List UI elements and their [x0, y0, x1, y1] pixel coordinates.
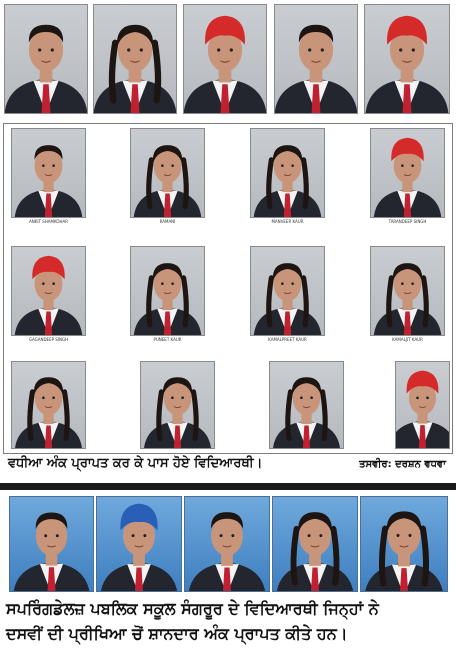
student-portrait [396, 362, 449, 448]
student-portrait [97, 497, 181, 591]
student-photo-bottom-4 [272, 496, 358, 592]
student-portrait [12, 129, 85, 217]
student-photo-bottom-2 [96, 496, 182, 592]
student-photo-top-3 [183, 4, 267, 114]
student-photo [11, 128, 86, 218]
student-tile-r2c1 [11, 246, 86, 344]
student-portrait [131, 129, 204, 217]
school-caption-line-2: ਦਸਵੀਂ ਦੀ ਪ੍ਰੀਖਿਆ ਚੋਂ ਸ਼ਾਨਦਾਰ ਅੰਕ ਪ੍ਰਾਪਤ ਕੀਤੇ ਹਨ। [6, 624, 348, 643]
student-portrait [365, 5, 449, 113]
student-tile-r1c4 [370, 128, 445, 226]
student-portrait [12, 362, 85, 448]
student-photo-bottom-5 [360, 496, 448, 592]
student-photo [250, 246, 325, 336]
student-name: KAMALPREET KAUR [268, 337, 307, 342]
student-tile-r1c1 [11, 128, 86, 226]
student-portrait [5, 5, 87, 113]
student-photo-r3c3 [269, 361, 344, 449]
school-caption [6, 596, 452, 646]
student-photo-r3c4 [395, 361, 450, 449]
student-photo [11, 246, 86, 336]
student-portrait [131, 247, 204, 335]
student-photo-bottom-3 [184, 496, 270, 592]
student-photo-top-1 [4, 4, 88, 114]
student-portrait [185, 497, 269, 591]
student-portrait [275, 5, 357, 113]
student-photo-r3c2 [140, 361, 215, 449]
student-name: RAMANI [159, 219, 176, 224]
student-photo-bottom-1 [9, 496, 94, 592]
student-portrait [10, 497, 93, 591]
photo-credit: ਤਸਵੀਰ: ਦਰਸ਼ਨ ਵਧਵਾ [359, 459, 446, 470]
student-portrait [141, 362, 214, 448]
student-photo [130, 128, 205, 218]
student-tile-r1c2 [130, 128, 205, 226]
student-portrait [184, 5, 266, 113]
student-photo [130, 246, 205, 336]
student-portrait [270, 362, 343, 448]
student-tile-r2c3 [250, 246, 325, 344]
student-name: TARANDEEP SINGH [388, 219, 427, 224]
student-tile-r2c4 [370, 246, 445, 344]
student-photo-top-4 [274, 4, 358, 114]
student-name: KAMALJIT KAUR [392, 337, 423, 342]
student-portrait [12, 247, 85, 335]
student-portrait [94, 5, 176, 113]
student-name: MANVEER KAUR [271, 219, 304, 224]
caption-divider [0, 483, 456, 490]
student-photo [370, 128, 445, 218]
students-grid-panel [3, 123, 453, 454]
student-photo-r3c1 [11, 361, 86, 449]
student-portrait [371, 129, 444, 217]
student-portrait [273, 497, 357, 591]
school-caption-line-1: ਸਪਰਿੰਗਡੇਲਜ਼ ਪਬਲਿਕ ਸਕੂਲ ਸੰਗਰੂਰ ਦੇ ਵਿਦਿਆਰਥੀ ਜਿਨ੍ਹਾਂ ਨੇ [6, 599, 379, 618]
student-photo [370, 246, 445, 336]
student-tile-r2c2 [130, 246, 205, 344]
student-photo-top-5 [364, 4, 450, 114]
student-name: ANKIT SHAMKOHAR [28, 219, 69, 224]
student-name: PUNEET KAUR [153, 337, 182, 342]
student-portrait [251, 247, 324, 335]
student-photo [250, 128, 325, 218]
student-portrait [251, 129, 324, 217]
student-portrait [361, 497, 447, 591]
student-portrait [371, 247, 444, 335]
student-photo-top-2 [93, 4, 177, 114]
student-tile-r1c3 [250, 128, 325, 226]
photo-caption: ਵਧੀਆ ਅੰਕ ਪ੍ਰਾਪਤ ਕਰ ਕੇ ਪਾਸ ਹੋਏ ਵਿਦਿਆਰਥੀ। [8, 456, 263, 471]
student-name: GAGANDEEP SINGH [28, 337, 69, 342]
